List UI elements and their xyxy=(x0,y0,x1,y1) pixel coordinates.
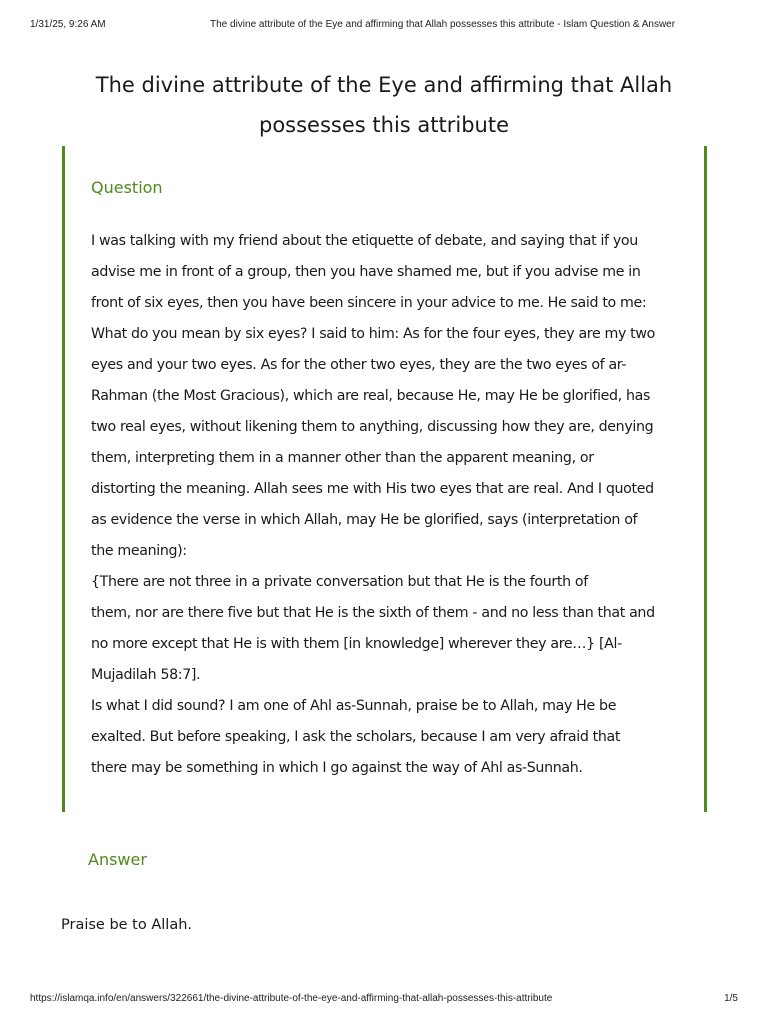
page-title: The divine attribute of the Eye and affirming that Allah possesses this attribute xyxy=(95,73,673,137)
question-line: two real eyes, without likening them to anything, discussing how they are, denying xyxy=(91,419,654,435)
question-body xyxy=(91,226,681,784)
question-line: I was talking with my friend about the etiquette of debate, and saying that if you xyxy=(91,233,638,249)
question-line: the meaning): xyxy=(91,543,187,559)
question-line: What do you mean by six eyes? I said to him: As for the four eyes, they are my two xyxy=(91,326,655,342)
question-line: Is what I did sound? I am one of Ahl as-Sunnah, praise be to Allah, may He be xyxy=(91,698,617,714)
print-header xyxy=(30,19,738,33)
print-document-title: The divine attribute of the Eye and affirming that Allah possesses this attribute - Islam Question & Answer xyxy=(210,19,676,30)
quran-quote-line: them, nor are there five but that He is the sixth of them - and no less than that and xyxy=(91,605,655,621)
question-line: as evidence the verse in which Allah, may He be glorified, says (interpretation of xyxy=(91,512,638,528)
answer-heading: Answer xyxy=(88,850,147,869)
print-footer xyxy=(30,993,738,1007)
print-timestamp: 1/31/25, 9:26 AM xyxy=(30,19,106,30)
question-line: Rahman (the Most Gracious), which are real, because He, may He be glorified, has xyxy=(91,388,651,404)
question-line: there may be something in which I go against the way of Ahl as-Sunnah. xyxy=(91,760,583,776)
page-number: 1/5 xyxy=(724,993,738,1004)
question-line: them, interpreting them in a manner other than the apparent meaning, or xyxy=(91,450,594,466)
question-line: distorting the meaning. Allah sees me with His two eyes that are real. And I quoted xyxy=(91,481,654,497)
quran-quote-line: {There are not three in a private conversation but that He is the fourth of xyxy=(91,574,588,590)
question-line: eyes and your two eyes. As for the other two eyes, they are the two eyes of ar- xyxy=(91,357,627,373)
quran-quote-line: Mujadilah 58:7]. xyxy=(91,667,201,683)
question-section xyxy=(62,146,707,812)
question-line: advise me in front of a group, then you have shamed me, but if you advise me in xyxy=(91,264,641,280)
question-heading: Question xyxy=(91,178,163,197)
question-line: exalted. But before speaking, I ask the scholars, because I am very afraid that xyxy=(91,729,621,745)
answer-text: Praise be to Allah. xyxy=(61,917,193,933)
quran-quote-line: no more except that He is with them [in knowledge] wherever they are…} [Al- xyxy=(91,636,622,652)
question-line: front of six eyes, then you have been sincere in your advice to me. He said to me: xyxy=(91,295,647,311)
page-url-link[interactable]: https://islamqa.info/en/answers/322661/the-divine-attribute-of-the-eye-and-affirming-that-allah-possesses-this-attribute xyxy=(30,993,553,1004)
